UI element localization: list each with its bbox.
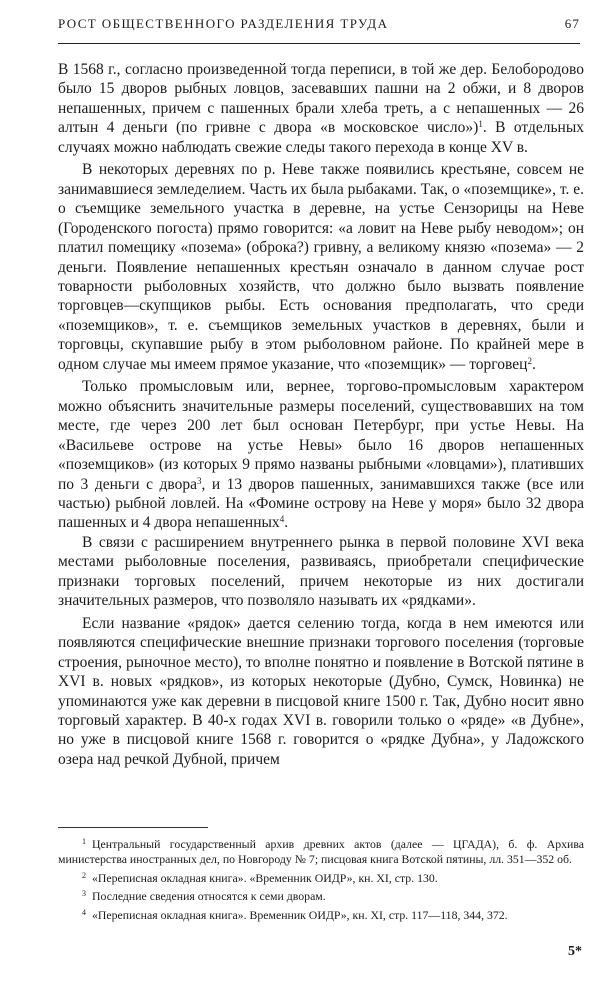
footnote-ref-1: 1 [478, 119, 483, 130]
footnote-3: $^3$ Последние сведения относятся к семи дворам. [82, 889, 326, 904]
running-title: РОСТ ОБЩЕСТВЕННОГО РАЗДЕЛЕНИЯ ТРУДА [58, 16, 389, 31]
footnote-1: $^1$ Центральный государственный архив древних актов (далее — ЦГАДА), б. ф. Архива министерства иностранных дел, по Новгороду № 7; писцовая книга Вотской пятины, лл. 351—352 об. [58, 837, 584, 867]
paragraph-4: В связи с расширением внутреннего рынка в первой половине XVI века местами рыболовные поселения, развиваясь, приобретали специфические признаки торговых поселений, причем некоторые из них достигали значительных размеров, что позволяло называть их «рядками». [58, 533, 584, 610]
footnote-ref-2: 2 [527, 355, 532, 366]
footnote-ref-3: 3 [196, 475, 202, 486]
page-number: 67 [564, 16, 580, 31]
footnote-ref-4: 4 [279, 514, 285, 525]
paragraph-3: Только промысловым или, вернее, торгово-промысловым характером можно объяснить значительные размеры поселений, существовавших на том месте, где через 200 лет был основан Петербург, при устье Невы. На «Васильеве острове на устье Невы» было 16 дворов непашенных «поземщиков» (из которых 9 прямо названы рыбными «ловцами»), плативших по 3 деньги с двора$^3$, и 13 дворов пашенных, занимавшихся также (все или частью) рыбной ловлей. На «Фомине острову на Неве у моря» было 32 двора пашенных и 4 двора непашенных$^4$. [58, 378, 584, 532]
page-header [58, 16, 580, 38]
footnote-4: $^4$ «Переписная окладная книга». Временник ОИДР», кн. XI, стр. 117—118, 344, 372. [82, 907, 508, 922]
signature-mark: 5* [568, 944, 582, 959]
header-rule [58, 43, 580, 44]
footnotes [58, 834, 584, 923]
footnote-2: $^2$ «Переписная окладная книга». «Временник ОИДР», кн. XI, стр. 130. [82, 870, 438, 885]
footnote-rule [58, 827, 208, 828]
paragraph-2: В некоторых деревнях по р. Неве также появились крестьяне, совсем не занимавшиеся земледелием. Часть их была рыбаками. Так, о «поземщике», т. е. о съемщике земельного участка в деревне, на устье Сензорицы на Неве (Городенского погоста) прямо говорится: «а ловит на Неве рыбу неводом»; он платил помещику «позема» (оброка?) гривну, а великому князю «позема» — 2 деньги. Появление непашенных крестьян означало в данном случае рост товарности рыболовных хозяйств, что должно было вызвать появление торговцев—скупщиков рыбы. Есть основания предполагать, что среди «поземщиков», т. е. съемщиков земельных участков в деревнях, были и торговцы, скупавшие рыбу в этом рыболовном районе. По крайней мере в одном случае мы имеем прямое указание, что «поземщик» — торговец$^2$. [58, 161, 584, 373]
paragraph-1: В 1568 г., согласно произведенной тогда переписи, в той же дер. Белобородово было 15 дворов рыбных ловцов, засевавших пашни на 2 обжи, и 8 дворов непашенных, причем с пашенных брали хлеба треть, а с непашенных — 26 алтын 4 деньги (по гривне с двора «в московское число»)$^1$. В отдельных случаях можно наблюдать свежие следы такого перехода в конце XV в. [58, 61, 585, 156]
main-text [58, 60, 584, 769]
paragraph-5: Если название «рядок» дается селению тогда, когда в нем имеются или появляются специфические внешние признаки торгового поселения (торговые строения, рыночное место), то вполне понятно и появление в Вотской пятине в XVI в. новых «рядков», из которых некоторые (Дубно, Сумск, Новинка) не упоминаются уже как деревни в писцовой книге 1500 г. Так, Дубно носит явно торговый характер. В 40-х годах XVI в. говорили только о «ряде» «в Дубне», но уже в писцовой книге 1568 г. говорится о «рядке Дубна», у Ладожского озера над речкой Дубной, причем [58, 614, 584, 768]
